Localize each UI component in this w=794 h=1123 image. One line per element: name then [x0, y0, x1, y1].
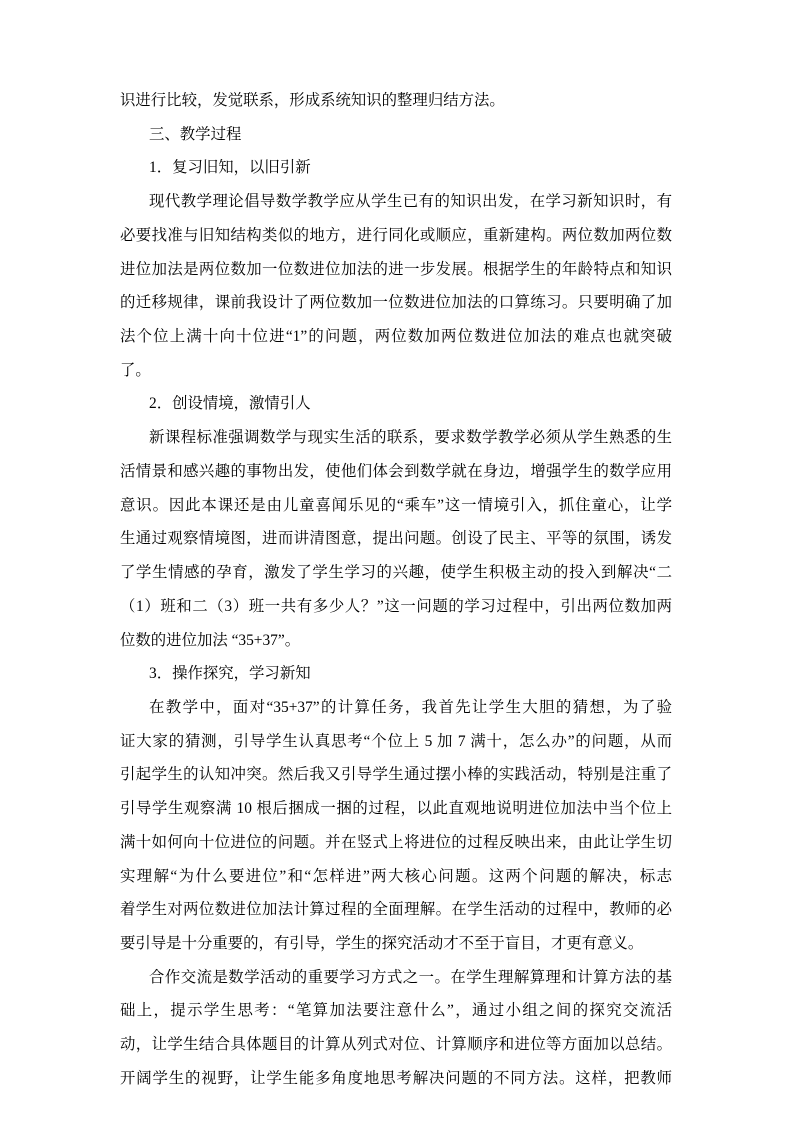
paragraph-line: 新课程标准强调数学与现实生活的联系，要求数学教学必须从学生熟悉的生 [149, 429, 672, 447]
paragraph-line: 引导学生观察满 10 根后捆成一捆的过程，以此直观地说明进位加法中当个位上 [120, 800, 672, 818]
paragraph [120, 691, 672, 961]
paragraph-line: 识进行比较，发觉联系，形成系统知识的整理归结方法。 [120, 92, 505, 109]
paragraph-line: 位数的进位加法 “35+37”。 [120, 631, 301, 649]
paragraph-line: 要引导是十分重要的，有引导，学生的探究活动才不至于盲目，才更有意义。 [120, 934, 644, 952]
paragraph [120, 961, 672, 1096]
document-body [120, 84, 672, 1096]
paragraph-line: 了。 [120, 361, 151, 379]
paragraph-line: 础上，提示学生思考：“笔算加法要注意什么”，通过小组之间的探究交流活 [120, 1002, 672, 1020]
paragraph-line: 了学生情感的孕育，激发了学生学习的兴趣，使学生积极主动的投入到解决“二 [120, 564, 672, 582]
step-heading: 1．复习旧知，以旧引新 [149, 159, 311, 177]
paragraph-line: 引起学生的认知冲突。然后我又引导学生通过摆小棒的实践活动，特别是注重了 [120, 766, 672, 784]
paragraph-line: 现代教学理论倡导数学教学应从学生已有的知识出发，在学习新知识时，有 [149, 193, 672, 211]
paragraph-line: 活情景和感兴趣的事物出发，使他们体会到数学就在身边，增强学生的数学应用 [120, 462, 672, 480]
paragraph-line: 意识。因此本课还是由儿童喜闻乐见的“乘车”这一情境引入，抓住童心，让学 [120, 496, 672, 514]
paragraph-line: 证大家的猜测，引导学生认真思考“个位上 5 加 7 满十，怎么办”的问题，从而 [120, 732, 672, 750]
step-heading: 3．操作探究，学习新知 [149, 665, 311, 683]
paragraph-line: 进位加法是两位数加一位数进位加法的进一步发展。根据学生的年龄特点和知识 [120, 260, 672, 278]
paragraph-line: 在教学中，面对“35+37”的计算任务，我首先让学生大胆的猜想，为了验 [149, 698, 672, 716]
paragraph-line: 合作交流是数学活动的重要学习方式之一。在学生理解算理和计算方法的基 [149, 968, 672, 986]
paragraph-line: 实理解“为什么要进位”和“怎样进”两大核心问题。这两个问题的解决，标志 [120, 867, 672, 885]
section-heading: 三、教学过程 [149, 125, 242, 143]
step-1 [120, 151, 672, 387]
step-3 [120, 657, 672, 1095]
paragraph-line: 满十如何向十位进位的问题。并在竖式上将进位的过程反映出来，由此让学生切 [120, 833, 672, 851]
paragraph-line: 的迁移规律，课前我设计了两位数加一位数进位加法的口算练习。只要明确了加 [120, 294, 672, 312]
step-2 [120, 387, 672, 657]
step-heading: 2．创设情境，激情引人 [149, 395, 311, 413]
paragraph-line: 必要找准与旧知结构类似的地方，进行同化或顺应，重新建构。两位数加两位数 [120, 226, 672, 244]
paragraph [120, 421, 672, 657]
paragraph-line: 开阔学生的视野，让学生能多角度地思考解决问题的不同方法。这样，把教师 [120, 1069, 672, 1087]
paragraph-line: （1）班和二（3）班一共有多少人？”这一问题的学习过程中，引出两位数加两 [120, 597, 672, 615]
paragraph-line: 着学生对两位数进位加法计算过程的全面理解。在学生活动的过程中，教师的必 [120, 901, 672, 919]
paragraph-line: 生通过观察情境图，进而讲清图意，提出问题。创设了民主、平等的氛围，诱发 [120, 530, 672, 548]
paragraph-continuation [120, 84, 672, 118]
paragraph-line: 动，让学生结合具体题目的计算从列式对位、计算顺序和进位等方面加以总结。 [120, 1036, 672, 1054]
paragraph-line: 法个位上满十向十位进“1”的问题，两位数加两位数进位加法的难点也就突破 [120, 328, 672, 346]
paragraph [120, 185, 672, 387]
